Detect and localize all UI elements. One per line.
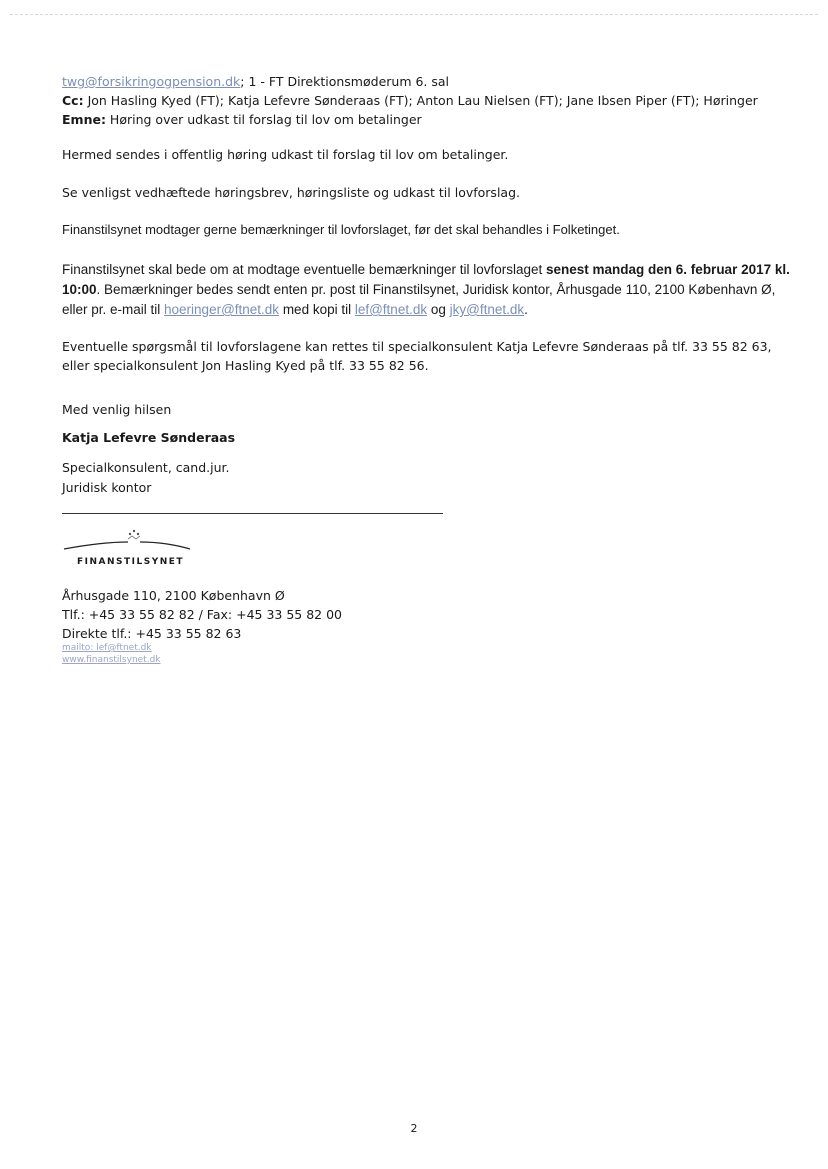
signature-department: Juridisk kontor bbox=[62, 480, 152, 495]
contact-links bbox=[62, 642, 802, 666]
to-rest: ; 1 - FT Direktionsmøderum 6. sal bbox=[240, 74, 450, 89]
logo-wordmark: FINANSTILSYNET bbox=[77, 557, 185, 567]
lef-email-link[interactable]: lef@ftnet.dk bbox=[354, 302, 428, 317]
signature-greeting: Med venlig hilsen bbox=[62, 402, 172, 417]
contact-phone-fax: Tlf.: +45 33 55 82 82 / Fax: +45 33 55 82 00 bbox=[62, 607, 342, 622]
to-email-link[interactable]: twg@forsikringogpension.dk bbox=[62, 74, 241, 89]
email-header bbox=[62, 72, 802, 129]
cc-row bbox=[62, 91, 802, 110]
scan-artifact-line bbox=[10, 14, 818, 16]
signature-name: Katja Lefevre Sønderaas bbox=[62, 430, 236, 445]
deadline-date: senest mandag den 6. februar 2017 kl. 10:00 bbox=[62, 262, 790, 297]
mailto-link[interactable]: mailto: lef@ftnet.dk bbox=[62, 643, 152, 653]
deadline-text-b: . Bemærkninger bedes sendt enten pr. post til Finanstilsynet, Juridisk kontor, Århusgade 110, 2100 København Ø, eller pr. e-mail til bbox=[62, 282, 776, 317]
cc-label: Cc: bbox=[62, 93, 84, 108]
deadline-text-d: og bbox=[427, 302, 450, 317]
paragraph-intro: Hermed sendes i offentlig høring udkast til forslag til lov om betalinger. bbox=[62, 147, 509, 162]
deadline-text-e: . bbox=[524, 302, 528, 317]
subject-label: Emne: bbox=[62, 112, 106, 127]
deadline-text-c: med kopi til bbox=[279, 302, 355, 317]
paragraph-deadline bbox=[62, 260, 802, 320]
signature-title-block bbox=[62, 458, 802, 498]
paragraph-attachments: Se venligst vedhæftede høringsbrev, høringsliste og udkast til lovforslag. bbox=[62, 185, 520, 200]
jky-email-link[interactable]: jky@ftnet.dk bbox=[449, 302, 525, 317]
deadline-text-a: Finanstilsynet skal bede om at modtage eventuelle bemærkninger til lovforslaget bbox=[62, 262, 547, 277]
subject-row bbox=[62, 110, 802, 129]
page-number: 2 bbox=[410, 1122, 418, 1135]
website-link[interactable]: www.finanstilsynet.dk bbox=[62, 655, 161, 665]
contact-address: Århusgade 110, 2100 København Ø bbox=[62, 588, 285, 603]
contact-block bbox=[62, 586, 802, 643]
paragraph-comments: Finanstilsynet modtager gerne bemærkninger til lovforslaget, før det skal behandles i Folketinget. bbox=[62, 222, 620, 237]
contact-direct-phone: Direkte tlf.: +45 33 55 82 63 bbox=[62, 626, 242, 641]
paragraph-questions: Eventuelle spørgsmål til lovforslagene kan rettes til specialkonsulent Katja Lefevre Sønderaas på tlf. 33 55 82 63, eller specialkonsulent Jon Hasling Kyed på tlf. 33 55 82 56. bbox=[62, 339, 772, 373]
cc-value: Jon Hasling Kyed (FT); Katja Lefevre Sønderaas (FT); Anton Lau Nielsen (FT); Jane Ibsen Piper (FT); Høringer bbox=[83, 93, 758, 108]
subject-value: Høring over udkast til forslag til lov om betalinger bbox=[105, 112, 422, 127]
to-row bbox=[62, 72, 802, 91]
signature-divider bbox=[62, 513, 443, 514]
signature-title: Specialkonsulent, cand.jur. bbox=[62, 460, 230, 475]
hoeringer-email-link[interactable]: hoeringer@ftnet.dk bbox=[164, 302, 280, 317]
